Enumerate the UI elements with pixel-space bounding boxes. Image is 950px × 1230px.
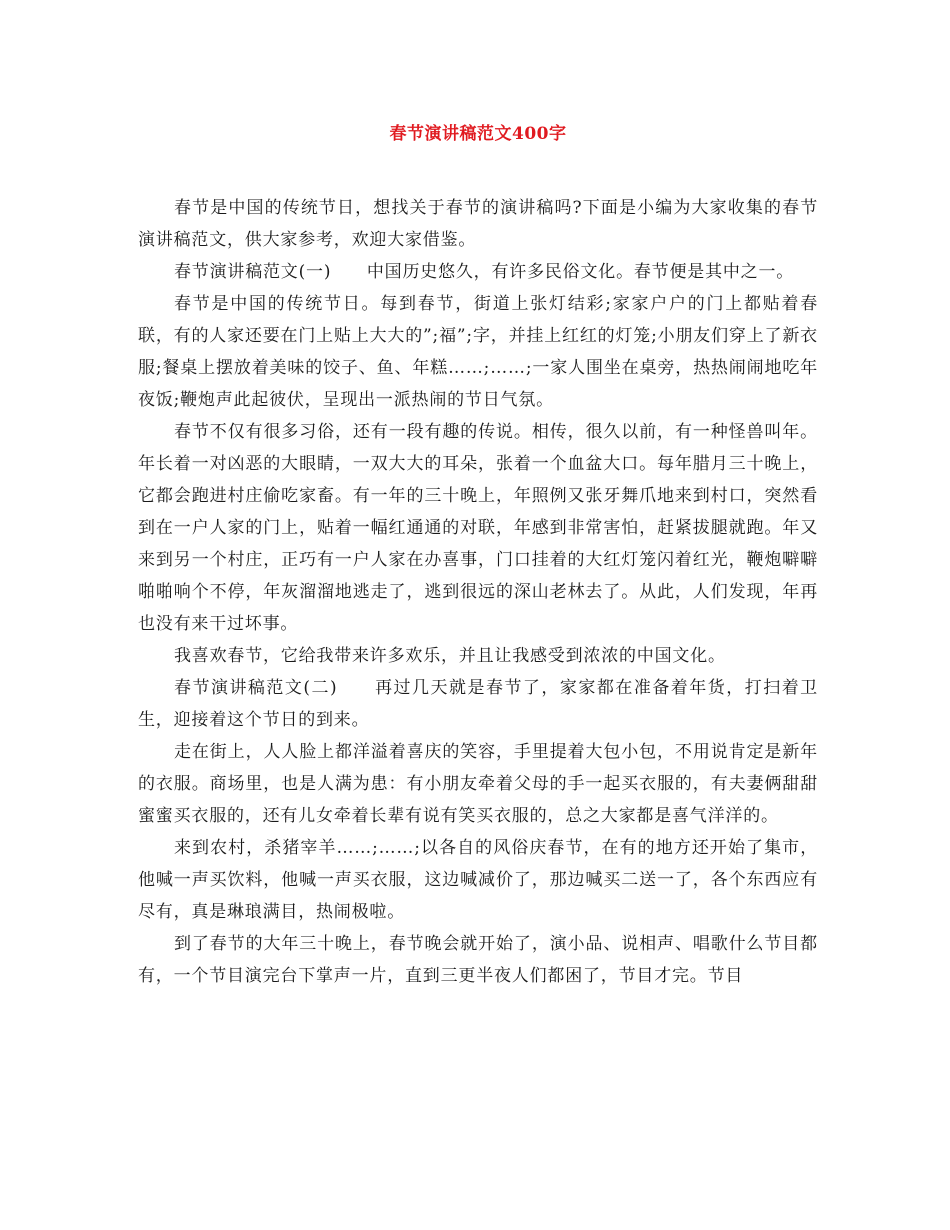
paragraph-intro: 春节是中国的传统节日，想找关于春节的演讲稿吗?下面是小编为大家收集的春节演讲稿范文，供大家参考，欢迎大家借鉴。 xyxy=(138,198,818,250)
paragraph-new-year-eve: 到了春节的大年三十晚上，春节晚会就开始了，演小品、说相声、唱歌什么节目都有，一个节目演完台下掌声一片，直到三更半夜人们都困了，节目才完。节目 xyxy=(138,934,818,986)
paragraph-countryside: 来到农村，杀猪宰羊……;……;以各自的风俗庆春节，在有的地方还开始了集市，他喊一声买饮料，他喊一声买衣服，这边喊减价了，那边喊买二送一了，各个东西应有尽有，真是琳琅满目，热闹极啦。 xyxy=(138,838,818,922)
paragraph-street-scene: 走在街上，人人脸上都洋溢着喜庆的笑容，手里提着大包小包，不用说肯定是新年的衣服。商场里，也是人满为患：有小朋友牵着父母的手一起买衣服的，有夫妻俩甜甜蜜蜜买衣服的，还有儿女牵着长辈有说有笑买衣服的，总之大家都是喜气洋洋的。 xyxy=(138,742,818,826)
paragraph-sample-one-heading: 春节演讲稿范文(一) 中国历史悠久，有许多民俗文化。春节便是其中之一。 xyxy=(174,262,795,282)
paragraph-love-festival: 我喜欢春节，它给我带来许多欢乐，并且让我感受到浓浓的中国文化。 xyxy=(174,646,726,666)
paragraph-nian-legend: 春节不仅有很多习俗，还有一段有趣的传说。相传，很久以前，有一种怪兽叫年。年长着一对凶恶的大眼睛，一双大大的耳朵，张着一个血盆大口。每年腊月三十晚上，它都会跑进村庄偷吃家畜。有一年的三十晚上，年照例又张牙舞爪地来到村口，突然看到在一户人家的门上，贴着一幅红通通的对联，年感到非常害怕，赶紧拔腿就跑。年又来到另一个村庄，正巧有一户人家在办喜事，门口挂着的大红灯笼闪着红光，鞭炮噼噼啪啪响个不停，年灰溜溜地逃走了，逃到很远的深山老林去了。从此，人们发现，年再也没有来干过坏事。 xyxy=(138,422,818,634)
paragraph-festival-customs: 春节是中国的传统节日。每到春节，街道上张灯结彩;家家户户的门上都贴着春联，有的人家还要在门上贴上大大的”;福”;字，并挂上红红的灯笼;小朋友们穿上了新衣服;餐桌上摆放着美味的饺子、鱼、年糕……;……;一家人围坐在桌旁，热热闹闹地吃年夜饭;鞭炮声此起彼伏，呈现出一派热闹的节日气氛。 xyxy=(138,294,818,410)
document-title: 春节演讲稿范文400字 xyxy=(389,124,567,144)
paragraph-sample-two-heading: 春节演讲稿范文(二) 再过几天就是春节了，家家都在准备着年货，打扫着卫生，迎接着这个节日的到来。 xyxy=(138,678,818,730)
document-body xyxy=(138,192,818,992)
